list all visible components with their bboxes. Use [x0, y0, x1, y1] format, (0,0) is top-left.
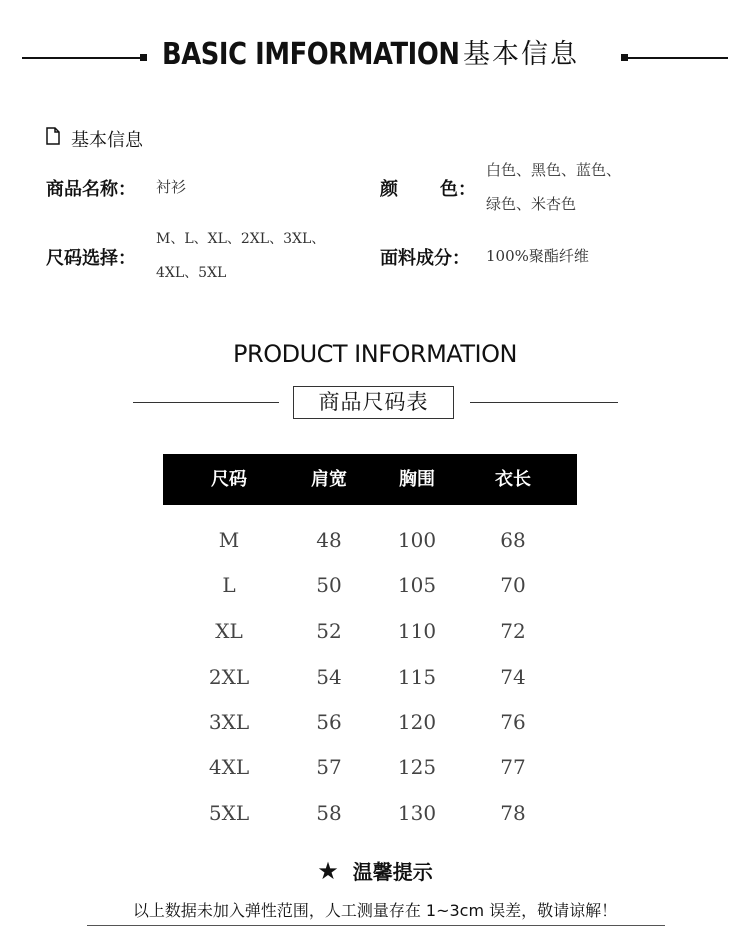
- fabric-value: 100%聚酯纤维: [486, 247, 589, 265]
- size-table-header: [163, 454, 577, 505]
- product-info-title-en: PRODUCT INFORMATION: [233, 340, 517, 368]
- product-info-rule-left: [133, 402, 279, 403]
- product-name-label: 商品名称：: [46, 179, 136, 200]
- table-cell: 57: [316, 755, 342, 779]
- table-row: [163, 563, 577, 608]
- table-cell: 68: [500, 528, 526, 552]
- color-value-line1: 白色、黑色、蓝色、: [486, 161, 622, 179]
- product-name-value: 衬衫: [156, 178, 187, 196]
- fabric-label: 面料成分：: [380, 248, 470, 269]
- size-value-line2: 4XL、5XL: [156, 265, 227, 281]
- star-icon: ★: [317, 857, 339, 885]
- table-row: [163, 745, 577, 790]
- table-cell: 115: [397, 665, 437, 689]
- table-cell: 50: [316, 573, 342, 597]
- color-value-line2: 绿色、米杏色: [486, 195, 577, 213]
- table-cell: 105: [397, 573, 437, 597]
- table-row: [163, 609, 577, 654]
- tips-text: 以上数据未加入弹性范围，人工测量存在 1~3cm 误差，敬请谅解！: [132, 901, 618, 920]
- table-cell: 56: [316, 710, 342, 734]
- size-label: 尺码选择：: [46, 248, 136, 269]
- table-cell: 76: [500, 710, 526, 734]
- table-cell: 58: [316, 801, 342, 825]
- table-row: [163, 700, 577, 745]
- tips-underline: [87, 925, 665, 926]
- header-cell-length: 衣长: [495, 469, 531, 490]
- header-title-cn: 基本信息: [463, 39, 579, 70]
- tips-title-text: 温馨提示: [352, 860, 433, 884]
- table-cell: 72: [500, 619, 526, 643]
- table-cell: 70: [500, 573, 526, 597]
- table-cell: 130: [397, 801, 437, 825]
- product-info-rule-right: [470, 402, 618, 403]
- product-info-title-cn: 商品尺码表: [293, 386, 454, 419]
- size-value-line1: M、L、XL、2XL、3XL、: [156, 231, 326, 247]
- header-title-en: BASIC IMFORMATION: [162, 37, 460, 72]
- header-rule-right: [628, 57, 728, 59]
- table-row: [163, 655, 577, 700]
- table-cell: 110: [397, 619, 437, 643]
- table-cell: 100: [397, 528, 437, 552]
- table-cell: 2XL: [208, 665, 250, 689]
- header-cell-chest: 胸围: [399, 469, 435, 490]
- header-rule-left: [22, 57, 140, 59]
- table-cell: 4XL: [208, 755, 250, 779]
- header-square-left: [140, 54, 147, 61]
- table-cell: 3XL: [208, 710, 250, 734]
- table-cell: 74: [500, 665, 526, 689]
- table-cell: 5XL: [208, 801, 250, 825]
- table-cell: L: [222, 573, 236, 597]
- table-row: [163, 791, 577, 836]
- color-label-a: 颜: [380, 179, 398, 200]
- header-square-right: [621, 54, 628, 61]
- table-cell: 52: [316, 619, 342, 643]
- table-cell: 54: [316, 665, 342, 689]
- table-cell: 125: [397, 755, 437, 779]
- table-cell: 120: [397, 710, 437, 734]
- color-label-b: 色：: [440, 179, 476, 200]
- document-icon: [46, 127, 60, 149]
- table-cell: M: [218, 528, 240, 552]
- table-row: [163, 518, 577, 563]
- header-cell-shoulder: 肩宽: [311, 469, 347, 490]
- tips-title: [0, 856, 750, 885]
- table-cell: XL: [215, 619, 243, 643]
- table-cell: 78: [500, 801, 526, 825]
- table-cell: 77: [500, 755, 526, 779]
- basic-info-title: 基本信息: [71, 130, 143, 151]
- header-cell-size: 尺码: [211, 469, 247, 490]
- table-cell: 48: [316, 528, 342, 552]
